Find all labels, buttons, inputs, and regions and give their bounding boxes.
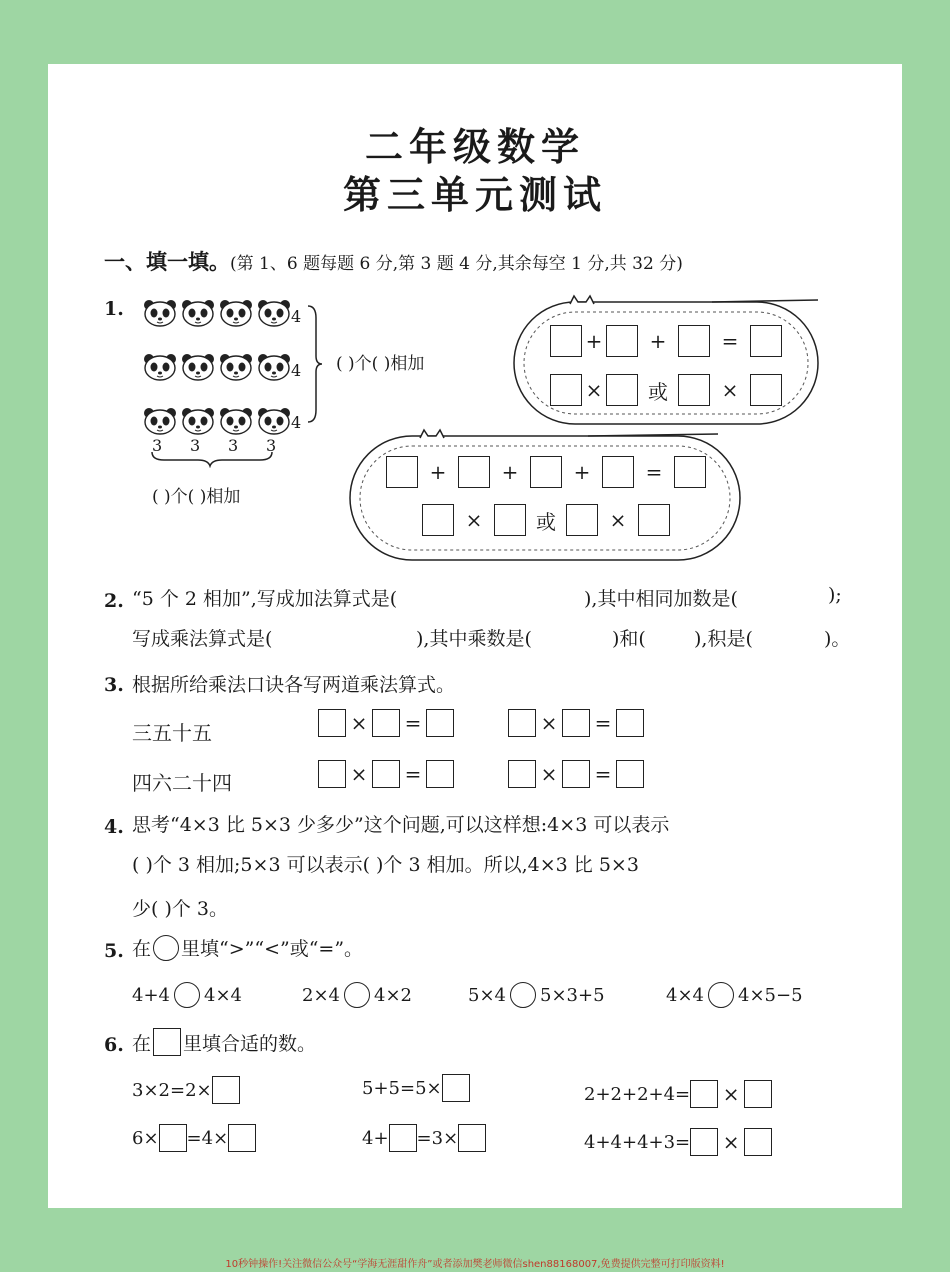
panda-icon [182, 408, 214, 434]
q5-item-2 [302, 982, 412, 1008]
q3-rhyme-2: 四六二十四 [132, 771, 232, 795]
equals-sign: = [404, 711, 422, 735]
answer-box[interactable] [606, 325, 638, 357]
q4-line2: ( )个 3 相加;5×3 可以表示( )个 3 相加。所以,4×3 比 5×3 [132, 854, 639, 876]
answer-box[interactable] [386, 456, 418, 488]
col-label-2: 3 [190, 436, 201, 455]
times-sign: × [722, 1082, 740, 1106]
answer-box[interactable] [674, 456, 706, 488]
row-label-1: 4 [291, 307, 302, 326]
equals-sign: = [721, 329, 739, 353]
answer-box[interactable] [426, 760, 454, 788]
q6-r2c3-text: 4+4+4+3= [584, 1131, 691, 1153]
q6-number: 6. [104, 1034, 124, 1056]
q6-r2c1-text-b: =4× [186, 1127, 229, 1149]
q5-item-3 [468, 982, 605, 1008]
q3-equation-2a [318, 760, 454, 788]
footer-notice: 10秒钟操作!关注微信公众号“学海无涯甜作舟”或者添加樊老师微信shen88168007,免费提供完整可打印版资料! [225, 1259, 725, 1270]
panda-icon [220, 300, 252, 326]
circle-icon [153, 935, 179, 961]
q6-r1c1 [132, 1076, 240, 1104]
compare-circle[interactable] [174, 982, 200, 1008]
answer-box[interactable] [562, 709, 590, 737]
answer-box[interactable] [616, 760, 644, 788]
answer-box[interactable] [422, 504, 454, 536]
col-label-3: 3 [228, 436, 239, 455]
answer-box[interactable] [638, 504, 670, 536]
q2-line1-a: “5 个 2 相加”,写成加法算式是( [132, 588, 398, 610]
plus-sign: + [585, 329, 603, 353]
answer-box[interactable] [616, 709, 644, 737]
answer-box[interactable] [606, 374, 638, 406]
panda-icon [220, 354, 252, 380]
answer-box[interactable] [458, 456, 490, 488]
row-label-3: 4 [291, 413, 302, 432]
q4-line1: 思考“4×3 比 5×3 少多少”这个问题,可以这样想:4×3 可以表示 [132, 814, 670, 836]
times-sign: × [350, 711, 368, 735]
answer-box[interactable] [442, 1074, 470, 1102]
answer-box[interactable] [318, 760, 346, 788]
q5-item-1 [132, 982, 242, 1008]
equals-sign: = [594, 711, 612, 735]
page-title-line1: 二年级数学 [364, 125, 585, 169]
plus-sign: + [501, 460, 519, 484]
or-word: 或 [536, 509, 556, 534]
answer-box[interactable] [550, 325, 582, 357]
q3-equation-2b [508, 760, 644, 788]
answer-box[interactable] [678, 325, 710, 357]
q6-r1c2 [362, 1074, 470, 1102]
plus-sign: + [429, 460, 447, 484]
capsule-bottom-row1 [386, 456, 706, 488]
answer-box[interactable] [508, 760, 536, 788]
panda-icon [182, 300, 214, 326]
answer-box[interactable] [550, 374, 582, 406]
panda-icon [144, 300, 176, 326]
q6-r2c1-text-a: 6× [132, 1127, 159, 1149]
plus-sign: + [649, 329, 667, 353]
q2-line1-b: ),其中相同加数是( [584, 588, 738, 610]
q2-line2-e: )。 [824, 628, 851, 650]
q6-r1c2-text: 5+5=5× [362, 1077, 442, 1099]
q5-item-4-left: 4×4 [666, 984, 704, 1006]
q3-number: 3. [104, 674, 124, 696]
q2-line2-b: ),其中乘数是( [416, 628, 532, 650]
q5-item-1-left: 4+4 [132, 984, 170, 1006]
q1-phrase-b: ( )个( )相加 [152, 487, 241, 507]
equals-sign: = [594, 762, 612, 786]
panda-icon [182, 354, 214, 380]
q1-phrase-a: ( )个( )相加 [336, 354, 425, 374]
answer-box[interactable] [750, 325, 782, 357]
answer-box[interactable] [678, 374, 710, 406]
compare-circle[interactable] [510, 982, 536, 1008]
compare-circle[interactable] [344, 982, 370, 1008]
answer-box[interactable] [426, 709, 454, 737]
plus-sign: + [573, 460, 591, 484]
q3-rhyme-1: 三五十五 [132, 721, 212, 745]
q2-line1-c: ); [828, 584, 842, 606]
q6-text-a: 在 [132, 1032, 152, 1055]
q5-text-b: 里填“>”“<”或“=”。 [181, 938, 364, 960]
bottom-brace [152, 452, 272, 466]
answer-box[interactable] [562, 760, 590, 788]
q5-instruction [132, 934, 363, 961]
q3-equation-1b [508, 709, 644, 737]
q5-item-1-right: 4×4 [204, 984, 242, 1006]
q2-line2-d: ),积是( [694, 628, 753, 650]
q1-number: 1. [104, 298, 124, 320]
answer-box[interactable] [494, 504, 526, 536]
panda-icon [258, 354, 290, 380]
times-sign: × [350, 762, 368, 786]
answer-box[interactable] [690, 1080, 718, 1108]
capsule-bottom-row2 [422, 504, 670, 536]
q6-r2c2 [362, 1124, 486, 1152]
q2-number: 2. [104, 590, 124, 612]
q5-item-3-right: 5×3+5 [540, 984, 605, 1006]
equals-sign: = [645, 460, 663, 484]
times-sign: × [540, 711, 558, 735]
q6-r1c3-text: 2+2+2+4= [584, 1083, 691, 1105]
capsule-top-row1 [550, 325, 782, 357]
q5-number: 5. [104, 940, 124, 962]
answer-box[interactable] [602, 456, 634, 488]
q4-number: 4. [104, 816, 124, 838]
answer-box[interactable] [750, 374, 782, 406]
page-title-line2: 第三单元测试 [342, 173, 607, 217]
q5-item-2-left: 2×4 [302, 984, 340, 1006]
capsule-top-row2 [550, 374, 782, 406]
answer-box[interactable] [389, 1124, 417, 1152]
times-sign: × [540, 762, 558, 786]
answer-box[interactable] [159, 1124, 187, 1152]
q5-item-3-left: 5×4 [468, 984, 506, 1006]
answer-box[interactable] [372, 760, 400, 788]
q5-item-4 [666, 982, 803, 1008]
section1-note: (第 1、6 题每题 6 分,第 3 题 4 分,其余每空 1 分,共 32 分) [230, 254, 683, 274]
panda-icon [258, 300, 290, 326]
times-sign: × [585, 378, 603, 402]
q3-equation-1a [318, 709, 454, 737]
compare-circle[interactable] [708, 982, 734, 1008]
answer-box[interactable] [744, 1080, 772, 1108]
panda-icon [220, 408, 252, 434]
row-label-2: 4 [291, 361, 302, 380]
equals-sign: = [404, 762, 422, 786]
square-icon [153, 1028, 181, 1056]
q2-line2-a: 写成乘法算式是( [132, 628, 273, 650]
answer-box[interactable] [744, 1128, 772, 1156]
capsule-frame-top [512, 292, 822, 432]
or-word: 或 [648, 379, 668, 404]
answer-box[interactable] [530, 456, 562, 488]
q2-line2-c: )和( [612, 628, 646, 650]
q6-instruction [132, 1028, 316, 1056]
right-brace [308, 306, 322, 422]
q3-text: 根据所给乘法口诀各写两道乘法算式。 [132, 674, 456, 696]
answer-box[interactable] [318, 709, 346, 737]
q6-r1c1-text: 3×2=2× [132, 1079, 212, 1101]
col-label-4: 3 [266, 436, 277, 455]
q5-item-4-right: 4×5−5 [738, 984, 803, 1006]
col-label-1: 3 [152, 436, 163, 455]
answer-box[interactable] [458, 1124, 486, 1152]
times-sign: × [722, 1130, 740, 1154]
times-sign: × [721, 378, 739, 402]
panda-icon [258, 408, 290, 434]
panda-icons [144, 300, 290, 434]
times-sign: × [609, 508, 627, 532]
capsule-frame-bottom [348, 424, 748, 566]
q5-text-a: 在 [132, 938, 152, 960]
answer-box[interactable] [372, 709, 400, 737]
answer-box[interactable] [508, 709, 536, 737]
q6-r2c2-text-b: =3× [416, 1127, 459, 1149]
times-sign: × [465, 508, 483, 532]
q6-r1c3 [584, 1080, 772, 1108]
q6-text-b: 里填合适的数。 [183, 1032, 317, 1055]
answer-box[interactable] [228, 1124, 256, 1152]
worksheet-page [48, 64, 902, 1208]
panda-icon [144, 408, 176, 434]
q6-r2c3 [584, 1128, 772, 1156]
q6-r2c2-text-a: 4+ [362, 1127, 389, 1149]
q4-line3: 少( )个 3。 [132, 898, 228, 920]
panda-icon [144, 354, 176, 380]
section1-heading: 一、填一填。 [104, 250, 230, 274]
answer-box[interactable] [690, 1128, 718, 1156]
answer-box[interactable] [566, 504, 598, 536]
answer-box[interactable] [212, 1076, 240, 1104]
q5-item-2-right: 4×2 [374, 984, 412, 1006]
section1-heading-row [104, 246, 683, 276]
q6-r2c1 [132, 1124, 256, 1152]
